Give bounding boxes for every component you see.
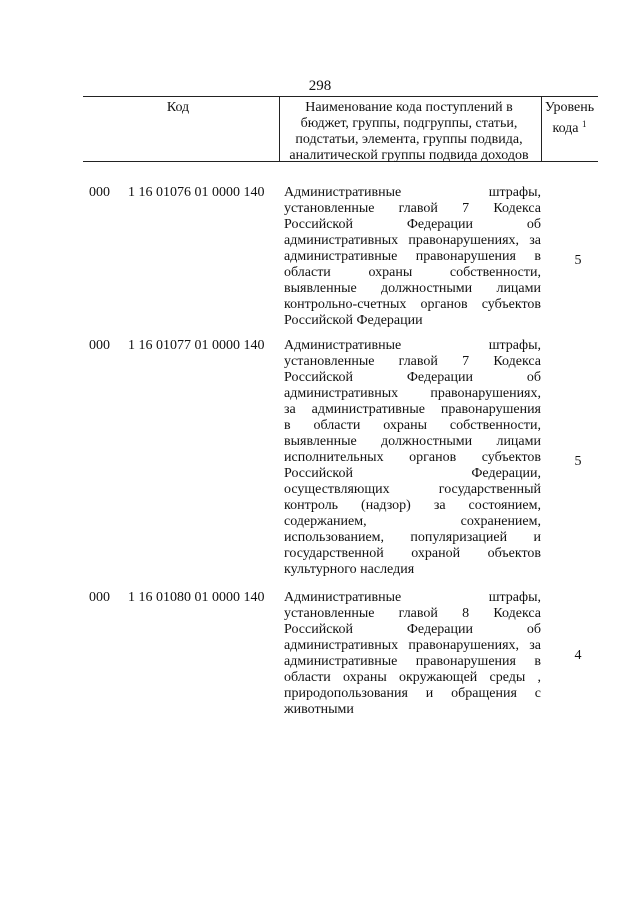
name-line: области охраны окружающей среды , <box>284 670 541 685</box>
name-line: установленные главой 7 Кодекса <box>284 201 541 216</box>
admin-code: 000 <box>89 185 110 200</box>
name-line: контрольно-счетных органов субъектов <box>284 297 541 312</box>
admin-code: 000 <box>89 590 110 605</box>
header-name-line: бюджет, группы, подгруппы, статьи, <box>300 116 518 131</box>
name-line: в области охраны собственности, <box>284 418 541 433</box>
name-line: Российской Федерации <box>284 313 423 328</box>
header-level <box>541 100 598 137</box>
name-line: Административные штрафы, <box>284 338 541 353</box>
name-line: области охраны собственности, <box>284 265 541 280</box>
name-line: Российской Федерации, <box>284 466 541 481</box>
name-line: установленные главой 8 Кодекса <box>284 606 541 621</box>
header-name-line: аналитической группы подвида доходов <box>289 148 529 163</box>
name-line: исполнительных органов субъектов <box>284 450 541 465</box>
table-header <box>83 96 598 162</box>
header-name-line: Наименование кода поступлений в <box>305 100 513 115</box>
header-level-line: Уровень <box>544 100 595 115</box>
name-line: за административные правонарушения <box>284 402 541 417</box>
revenue-name <box>284 338 541 578</box>
name-line: контроль (надзор) за состоянием, <box>284 498 541 513</box>
name-line: административные правонарушения в <box>284 249 541 264</box>
level-value: 4 <box>574 648 582 663</box>
footnote-marker: 1 <box>582 119 587 129</box>
header-name <box>279 100 539 164</box>
name-line: административные правонарушения в <box>284 654 541 669</box>
name-line: административных правонарушениях, за <box>284 233 541 248</box>
name-line: административных правонарушениях, за <box>284 638 541 653</box>
level-value: 5 <box>574 253 582 268</box>
name-line: государственной охраной объектов <box>284 546 541 561</box>
name-line: осуществляющих государственный <box>284 482 541 497</box>
revenue-name <box>284 590 541 718</box>
header-name-line: подстатьи, элемента, группы подвида, <box>295 132 523 147</box>
revenue-name <box>284 185 541 329</box>
name-line: Российской Федерации об <box>284 217 541 232</box>
revenue-code: 1 16 01080 01 0000 140 <box>128 590 265 605</box>
name-line: Российской Федерации об <box>284 622 541 637</box>
name-line: административных правонарушениях, <box>284 386 541 401</box>
name-line: выявленные должностными лицами <box>284 434 541 449</box>
name-line: животными <box>284 702 354 717</box>
name-line: установленные главой 7 Кодекса <box>284 354 541 369</box>
level-value: 5 <box>574 454 582 469</box>
name-line: Российской Федерации об <box>284 370 541 385</box>
name-line: использованием, популяризацией и <box>284 530 541 545</box>
header-level-label: кода <box>552 121 579 136</box>
header-level-line <box>541 116 598 137</box>
revenue-code: 1 16 01077 01 0000 140 <box>128 338 265 353</box>
admin-code: 000 <box>89 338 110 353</box>
name-line: выявленные должностными лицами <box>284 281 541 296</box>
name-line: природопользования и обращения с <box>284 686 541 701</box>
page-number: 298 <box>308 78 332 94</box>
header-code: Код <box>166 100 190 115</box>
name-line: культурного наследия <box>284 562 415 577</box>
revenue-code: 1 16 01076 01 0000 140 <box>128 185 265 200</box>
name-line: Административные штрафы, <box>284 590 541 605</box>
name-line: содержанием, сохранением, <box>284 514 541 529</box>
name-line: Административные штрафы, <box>284 185 541 200</box>
